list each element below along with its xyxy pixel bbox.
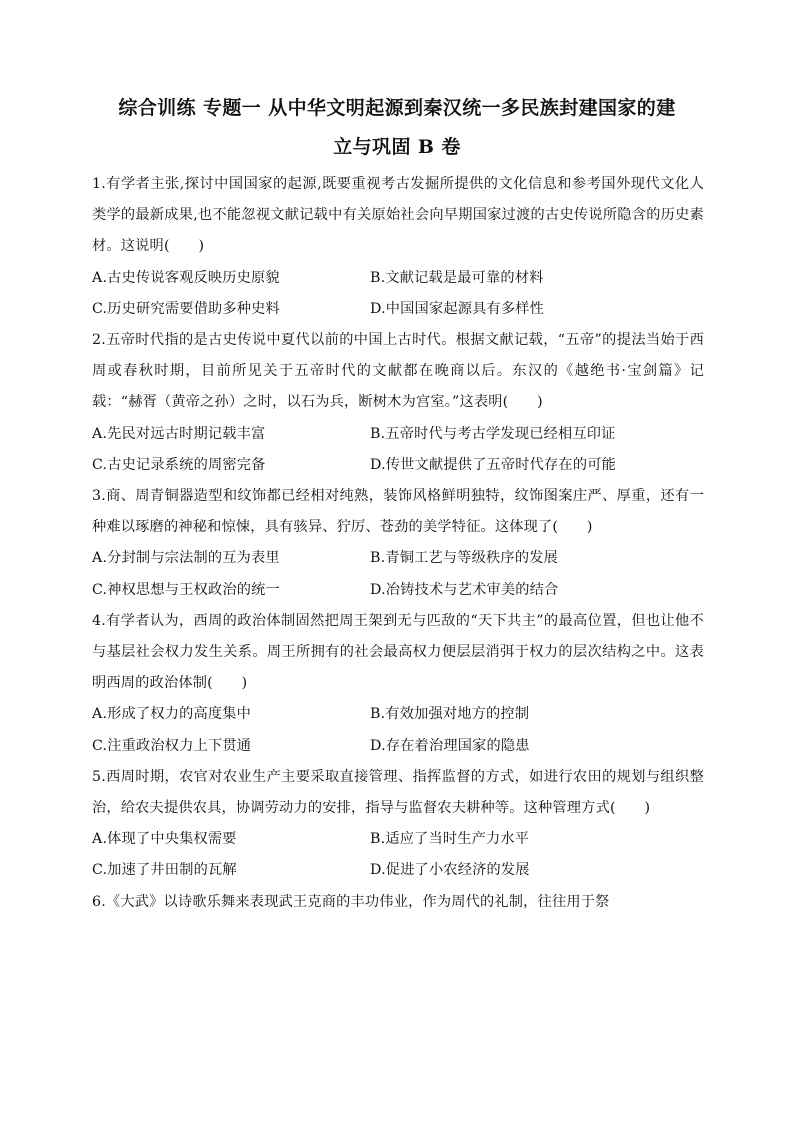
question-1	[92, 169, 704, 325]
option-c: C.注重政治权力上下贯通	[92, 737, 252, 754]
option-d: D.存在着治理国家的隐患	[370, 737, 530, 754]
question-options	[92, 419, 704, 481]
question-2	[92, 325, 704, 481]
question-stem: 1.有学者主张,探讨中国国家的起源,既要重视考古发掘所提供的文化信息和参考国外现代文化人类学的最新成果,也不能忽视文献记载中有关原始社会向早期国家过渡的古史传说所隐含的历史素材。这说明( )	[92, 176, 704, 255]
option-b: B.文献记载是最可靠的材料	[370, 269, 544, 286]
option-b: B.青铜工艺与等级秩序的发展	[370, 550, 558, 567]
question-options	[92, 543, 704, 605]
option-d: D.冶铸技术与艺术审美的结合	[370, 581, 559, 598]
question-list	[92, 169, 704, 918]
question-stem: 2.五帝时代指的是古史传说中夏代以前的中国上古时代。根据文献记载，“五帝”的提法当始于西周或春秋时期，目前所见关于五帝时代的文献都在晚商以后。东汉的《越绝书·宝剑篇》记载：“赫胥（黄帝之孙）之时，以石为兵，断树木为宫室。”这表明( )	[92, 332, 704, 411]
option-a: A.分封制与宗法制的互为表里	[92, 550, 280, 567]
document-title-line-1: 综合训练 专题一 从中华文明起源到秦汉统一多民族封建国家的建	[118, 97, 676, 119]
question-6	[92, 887, 704, 918]
question-3	[92, 481, 704, 606]
option-a: A.古史传说客观反映历史原貌	[92, 269, 280, 286]
question-stem: 4.有学者认为，西周的政治体制固然把周王架到无与匹敌的“天下共主”的最高位置，但也让他不与基层社会权力发生关系。周王所拥有的社会最高权力便层层消弭于权力的层次结构之中。这表明西周的政治体制( )	[92, 612, 704, 692]
document-title-line-2: 立与巩固 B 卷	[333, 136, 461, 158]
option-b: B.适应了当时生产力水平	[370, 831, 530, 848]
option-a: A.形成了权力的高度集中	[92, 706, 252, 723]
option-c: C.历史研究需要借助多种史料	[92, 300, 280, 317]
option-d: D.传世文献提供了五帝时代存在的可能	[370, 456, 616, 473]
option-c: C.加速了井田制的瓦解	[92, 862, 237, 879]
question-5	[92, 762, 704, 887]
question-stem: 5.西周时期，农官对农业生产主要采取直接管理、指挥监督的方式，如进行农田的规划与组织整治，给农夫提供农具，协调劳动力的安排，指导与监督农夫耕种等。这种管理方式( )	[92, 768, 704, 817]
question-stem: 3.商、周青铜器造型和纹饰都已经相对纯熟，装饰风格鲜明独特，纹饰图案庄严、厚重，还有一种难以琢磨的神秘和惊悚，具有骇异、狞厉、苍劲的美学特征。这体现了( )	[92, 488, 704, 536]
option-b: B.五帝时代与考古学发现已经相互印证	[370, 425, 616, 442]
question-4	[92, 606, 704, 762]
option-c: C.神权思想与王权政治的统一	[92, 581, 280, 598]
question-options	[92, 699, 704, 761]
option-d: D.中国国家起源具有多样性	[370, 300, 545, 317]
option-d: D.促进了小农经济的发展	[370, 862, 530, 879]
option-c: C.古史记录系统的周密完备	[92, 456, 266, 473]
question-options	[92, 263, 704, 325]
option-b: B.有效加强对地方的控制	[370, 706, 530, 723]
option-a: A.先民对远古时期记载丰富	[92, 425, 266, 442]
question-options	[92, 824, 704, 886]
option-a: A.体现了中央集权需要	[92, 831, 237, 848]
question-stem: 6.《大武》以诗歌乐舞来表现武王克商的丰功伟业，作为周代的礼制，往往用于祭	[92, 893, 610, 910]
